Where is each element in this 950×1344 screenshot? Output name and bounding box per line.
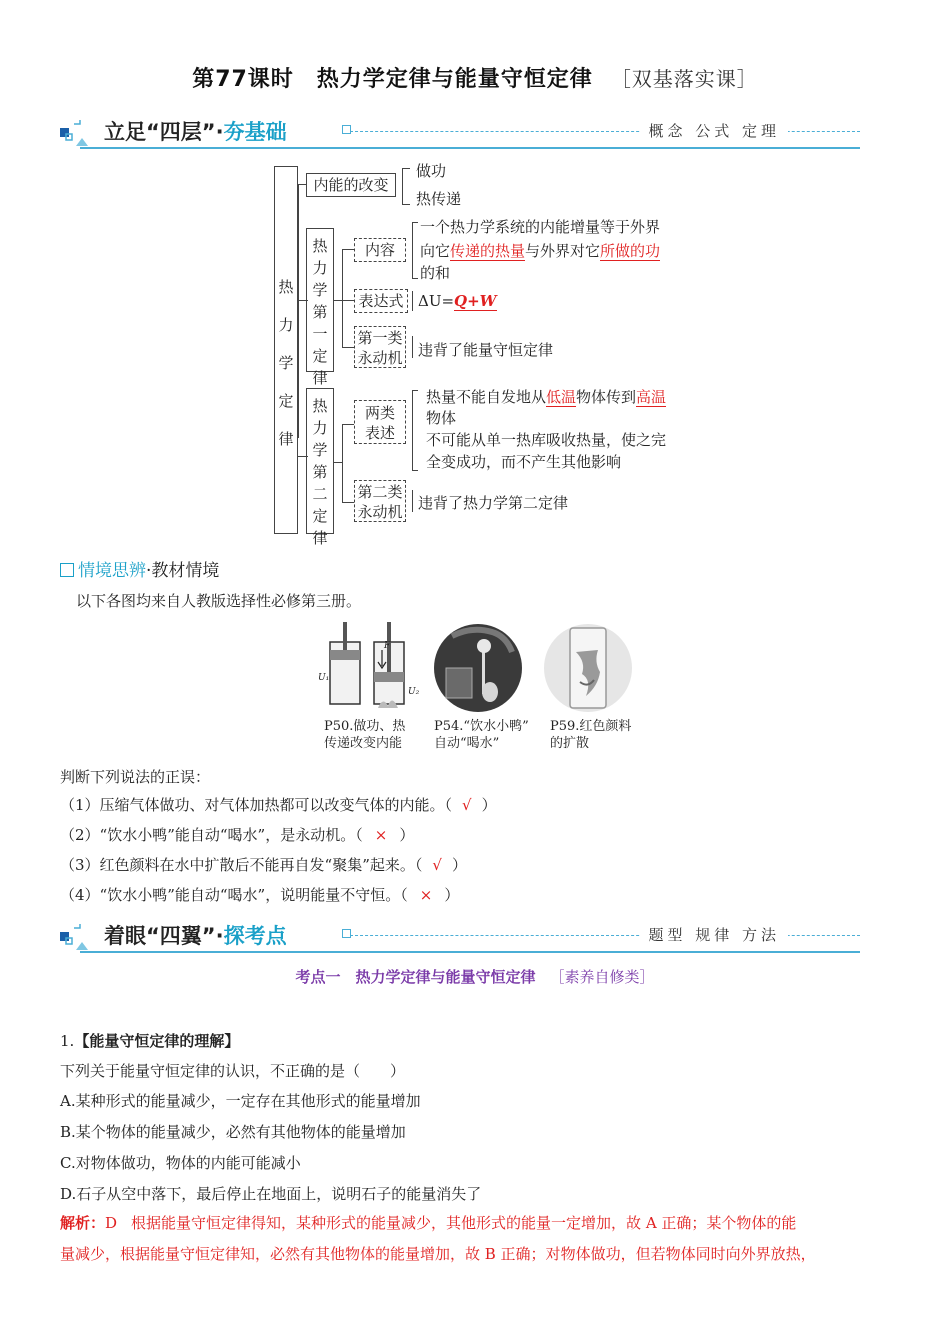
lesson-type: ［双基落实课］ bbox=[610, 67, 758, 91]
figure2-caption: P54.“饮水小鸭” 自动“喝水” bbox=[434, 719, 529, 751]
spine-line bbox=[298, 184, 299, 438]
pmm2-text: 违背了热力学第二定律 bbox=[418, 494, 569, 512]
section-tags: 题型 规律 方法 bbox=[640, 924, 788, 945]
svg-text:U₁: U₁ bbox=[318, 673, 330, 683]
statements-label-box: 两类 表述 bbox=[354, 400, 406, 444]
pmm2-label-box: 第二类 永动机 bbox=[354, 480, 406, 522]
lesson-title: 第77课时 热力学定律与能量守恒定律 bbox=[192, 67, 593, 92]
way-heat: 热传递 bbox=[416, 190, 462, 208]
dye-diffusion-figure bbox=[542, 622, 634, 714]
checkbox-square-icon bbox=[60, 563, 74, 577]
judge-prompt: 判断下列说法的正误： bbox=[60, 768, 211, 786]
section-heading: 立足“四层”·夯基础 bbox=[104, 120, 287, 144]
question-heading: 1.【能量守恒定律的理解】 bbox=[60, 1032, 240, 1050]
banner-square-icon bbox=[342, 929, 351, 938]
section-banner-exam-points bbox=[60, 918, 860, 952]
judge-item-3: （3）红色颜料在水中扩散后不能再自发“聚集”起来。（ √ ） bbox=[60, 856, 467, 874]
figure3-caption: P59.红色颜料 的扩散 bbox=[550, 719, 632, 751]
option-a: A.某种形式的能量减少，一定存在其他形式的能量增加 bbox=[60, 1092, 421, 1110]
option-c: C.对物体做功，物体的内能可能减小 bbox=[60, 1154, 301, 1172]
expression: ΔU=Q+W bbox=[418, 292, 497, 310]
internal-energy-box: 内能的改变 bbox=[306, 173, 396, 197]
statement1-line2: 物体 bbox=[426, 409, 457, 427]
situation-heading: 情境思辨·教材情境 bbox=[60, 556, 219, 581]
cylinder-figure bbox=[316, 622, 426, 714]
way-work: 做功 bbox=[416, 162, 447, 180]
banner-underline bbox=[80, 147, 860, 149]
section-heading: 着眼“四翼”·探考点 bbox=[104, 924, 287, 948]
option-d: D.石子从空中落下，最后停止在地面上，说明石子的能量消失了 bbox=[60, 1185, 482, 1203]
drinking-bird-figure bbox=[432, 622, 524, 714]
pmm1-label-box: 第一类 永动机 bbox=[354, 326, 406, 368]
analysis-line-2: 量减少，根据能量守恒定律知，必然有其他物体的能量增加，故 B 正确；对物体做功，但若物体同时向外界放热， bbox=[60, 1245, 816, 1263]
section-tags: 概念 公式 定理 bbox=[640, 120, 788, 141]
content-line1: 一个热力学系统的内能增量等于外界 bbox=[420, 218, 661, 236]
figure1-caption: P50.做功、热 传递改变内能 bbox=[324, 719, 406, 751]
root-label: 热力学定律 bbox=[278, 278, 294, 448]
analysis-line-1: 解析：D 根据能量守恒定律得知，某种形式的能量减少，其他形式的能量一定增加，故 A 正确；某个物体的能 bbox=[60, 1214, 797, 1232]
first-law-box: 热力学第一定律 bbox=[306, 228, 334, 372]
situation-intro: 以下各图均来自人教版选择性必修第三册。 bbox=[76, 592, 362, 610]
content-label-box: 内容 bbox=[354, 238, 406, 262]
exam-point-title: 考点一 热力学定律与能量守恒定律 ［素养自修类］ bbox=[295, 968, 655, 986]
judge-item-2: （2）“饮水小鸭”能自动“喝水”，是永动机。（ × ） bbox=[60, 826, 415, 844]
expression-label-box: 表达式 bbox=[354, 289, 408, 313]
section-banner-basics bbox=[60, 114, 860, 148]
judge-item-1: （1）压缩气体做功、对气体加热都可以改变气体的内能。（ √ ） bbox=[60, 796, 497, 814]
second-law-box: 热力学第二定律 bbox=[306, 388, 334, 534]
statement1-line1: 热量不能自发地从低温物体传到高温 bbox=[426, 388, 667, 406]
content-line3: 的和 bbox=[420, 264, 451, 282]
banner-underline bbox=[80, 951, 860, 953]
page-title bbox=[0, 62, 950, 93]
question-stem: 下列关于能量守恒定律的认识，不正确的是（ ） bbox=[60, 1062, 406, 1080]
statement2-line2: 全变成功，而不产生其他影响 bbox=[426, 453, 622, 471]
content-line2: 向它传递的热量与外界对它所做的功 bbox=[420, 242, 661, 260]
section-mark-icon bbox=[60, 118, 92, 146]
pmm1-text: 违背了能量守恒定律 bbox=[418, 341, 554, 359]
svg-text:U₂: U₂ bbox=[408, 687, 420, 697]
statement2-line1: 不可能从单一热库吸收热量，使之完 bbox=[426, 431, 667, 449]
section-mark-icon bbox=[60, 922, 92, 950]
svg-text:F: F bbox=[384, 641, 391, 651]
option-b: B.某个物体的能量减少，必然有其他物体的能量增加 bbox=[60, 1123, 406, 1141]
banner-square-icon bbox=[342, 125, 351, 134]
judge-item-4: （4）“饮水小鸭”能自动“喝水”，说明能量不守恒。（ × ） bbox=[60, 886, 460, 904]
